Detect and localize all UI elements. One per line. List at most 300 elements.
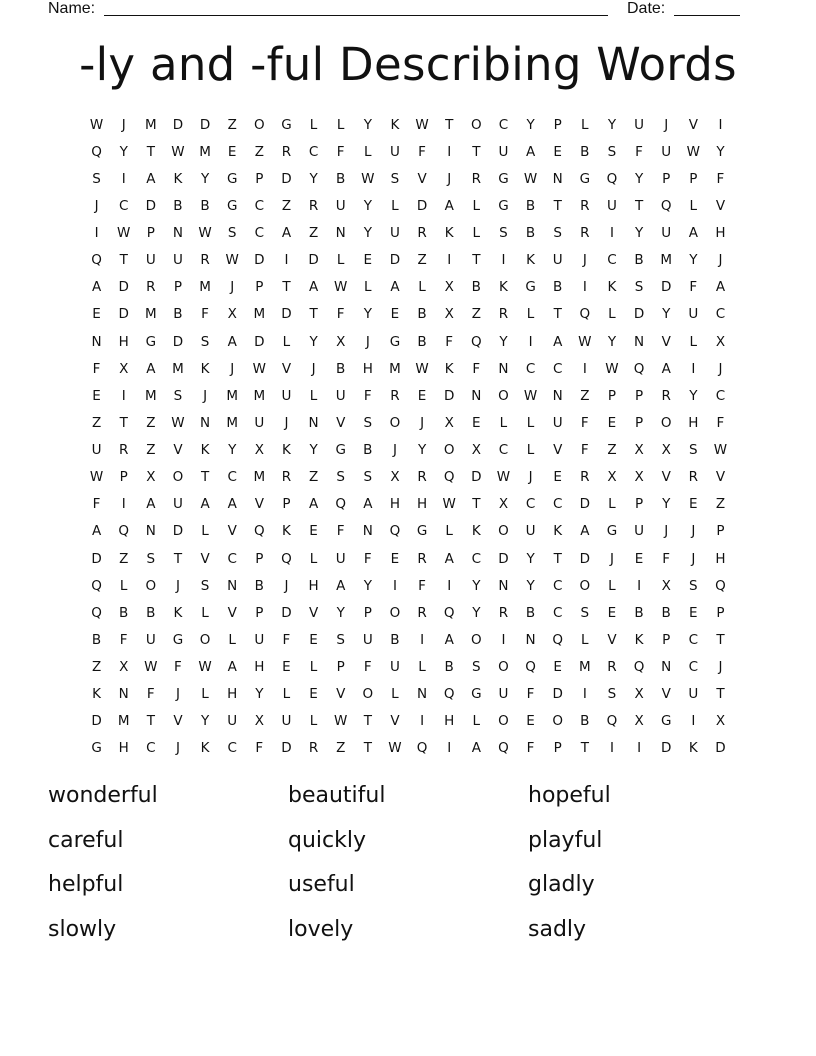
grid-letter: W: [578, 333, 592, 350]
grid-letter: S: [499, 225, 508, 242]
grid-letter: B: [525, 604, 536, 621]
grid-letter: K: [499, 279, 508, 296]
grid-letter: O: [579, 577, 591, 594]
grid-letter: F: [363, 387, 372, 404]
grid-letter: D: [552, 686, 563, 703]
grid-letter: Y: [309, 170, 318, 187]
grid-letter: M: [144, 306, 157, 323]
grid-letter: X: [715, 713, 726, 730]
grid-letter: R: [390, 387, 400, 404]
grid-letter: C: [552, 577, 563, 594]
grid-letter: E: [92, 306, 101, 323]
grid-letter: N: [91, 333, 102, 350]
grid-letter: U: [498, 143, 509, 160]
grid-letter: X: [471, 442, 481, 459]
grid-letter: G: [606, 523, 618, 540]
grid-letter: A: [227, 496, 237, 513]
grid-letter: N: [525, 631, 536, 648]
grid-letter: L: [472, 225, 481, 242]
grid-letter: B: [200, 197, 210, 214]
grid-letter: M: [117, 713, 130, 730]
grid-letter: I: [609, 740, 614, 757]
grid-letter: X: [146, 469, 156, 486]
grid-letter: P: [282, 496, 291, 513]
grid-letter: A: [146, 360, 156, 377]
grid-letter: Q: [118, 523, 129, 540]
word-search-grid: [83, 111, 734, 762]
grid-letter: L: [201, 604, 209, 621]
grid-letter: Z: [715, 496, 726, 513]
grid-letter: W: [442, 496, 456, 513]
grid-letter: W: [334, 713, 348, 730]
grid-letter: T: [146, 143, 155, 160]
grid-letter: Q: [443, 686, 455, 703]
name-label: Name:: [48, 0, 96, 17]
grid-letter: E: [689, 496, 698, 513]
grid-letter: E: [309, 686, 318, 703]
grid-letter: A: [688, 225, 698, 242]
grid-letter: J: [121, 116, 126, 133]
grid-letter: N: [552, 387, 563, 404]
grid-letter: E: [526, 713, 535, 730]
grid-letter: J: [420, 414, 425, 431]
grid-letter: Q: [525, 659, 536, 676]
grid-letter: C: [552, 604, 563, 621]
grid-letter: J: [691, 550, 696, 567]
grid-letter: W: [171, 414, 185, 431]
grid-letter: E: [92, 387, 101, 404]
grid-letter: Q: [606, 170, 618, 187]
grid-letter: Z: [119, 550, 129, 567]
grid-letter: K: [607, 279, 617, 296]
grid-letter: Z: [417, 252, 427, 269]
grid-letter: A: [444, 197, 454, 214]
grid-letter: N: [335, 225, 346, 242]
grid-letter: S: [363, 414, 373, 431]
grid-letter: I: [528, 333, 533, 350]
grid-letter: F: [689, 279, 698, 296]
grid-letter: P: [662, 631, 671, 648]
grid-letter: L: [201, 686, 209, 703]
grid-letter: Y: [363, 225, 372, 242]
grid-letter: F: [92, 496, 101, 513]
grid-letter: G: [145, 333, 157, 350]
grid-letter: K: [526, 252, 535, 269]
grid-letter: F: [580, 414, 589, 431]
grid-letter: D: [579, 496, 591, 513]
grid-letter: W: [198, 225, 212, 242]
grid-letter: Q: [91, 143, 102, 160]
word-bank-item: beautiful: [288, 783, 386, 808]
grid-letter: L: [364, 143, 372, 160]
grid-letter: A: [715, 279, 726, 296]
grid-letter: D: [91, 713, 102, 730]
grid-letter: N: [145, 523, 156, 540]
grid-letter: S: [363, 469, 373, 486]
grid-letter: T: [553, 306, 562, 323]
grid-letter: U: [281, 713, 292, 730]
grid-letter: A: [308, 279, 319, 296]
grid-letter: P: [553, 740, 562, 757]
grid-letter: N: [498, 360, 509, 377]
grid-letter: Q: [91, 577, 102, 594]
grid-letter: G: [226, 197, 238, 214]
word-bank-item: gladly: [528, 872, 595, 897]
grid-letter: U: [552, 414, 563, 431]
grid-letter: U: [389, 659, 400, 676]
grid-letter: W: [496, 469, 511, 486]
grid-letter: P: [119, 469, 128, 486]
grid-letter: R: [661, 387, 671, 404]
grid-letter: X: [661, 442, 671, 459]
grid-letter: Y: [526, 550, 535, 567]
grid-letter: H: [362, 360, 373, 377]
grid-letter: D: [579, 550, 591, 567]
grid-letter: F: [716, 414, 725, 431]
grid-letter: C: [688, 631, 699, 648]
grid-letter: N: [552, 170, 563, 187]
grid-letter: G: [525, 279, 536, 296]
grid-letter: A: [281, 225, 292, 242]
grid-letter: V: [173, 442, 183, 459]
grid-letter: R: [146, 279, 156, 296]
grid-letter: R: [498, 604, 509, 621]
grid-letter: A: [227, 333, 237, 350]
grid-letter: K: [688, 740, 698, 757]
grid-letter: A: [227, 659, 237, 676]
grid-letter: D: [633, 306, 645, 323]
header-line: [48, 0, 740, 20]
grid-letter: W: [686, 143, 700, 160]
grid-letter: F: [526, 740, 535, 757]
grid-letter: J: [94, 197, 99, 214]
grid-letter: Y: [526, 577, 535, 594]
grid-letter: U: [688, 686, 699, 703]
grid-letter: I: [637, 740, 642, 757]
grid-letter: J: [664, 116, 669, 133]
grid-letter: J: [528, 469, 533, 486]
grid-letter: W: [117, 225, 131, 242]
grid-letter: F: [363, 550, 372, 567]
grid-letter: P: [146, 225, 155, 242]
grid-letter: W: [605, 360, 619, 377]
grid-letter: I: [284, 252, 289, 269]
grid-letter: Z: [254, 143, 264, 160]
grid-letter: M: [253, 306, 266, 323]
grid-letter: X: [661, 577, 671, 594]
grid-letter: O: [498, 659, 509, 676]
grid-letter: B: [553, 279, 563, 296]
grid-letter: T: [553, 550, 562, 567]
grid-letter: J: [718, 360, 723, 377]
grid-letter: G: [389, 333, 401, 350]
grid-letter: J: [691, 523, 696, 540]
grid-letter: W: [415, 116, 429, 133]
grid-letter: G: [471, 686, 482, 703]
grid-letter: L: [336, 252, 345, 269]
grid-letter: F: [174, 659, 182, 676]
word-bank-item: wonderful: [48, 783, 158, 808]
grid-letter: I: [447, 143, 452, 160]
grid-letter: C: [715, 306, 726, 323]
grid-letter: O: [253, 116, 265, 133]
grid-letter: R: [200, 252, 210, 269]
grid-letter: D: [471, 469, 482, 486]
grid-letter: W: [415, 360, 429, 377]
grid-letter: G: [281, 116, 292, 133]
grid-letter: E: [227, 143, 237, 160]
grid-letter: F: [472, 360, 481, 377]
grid-letter: Z: [607, 442, 617, 459]
grid-letter: L: [391, 197, 399, 214]
grid-letter: M: [660, 252, 673, 269]
grid-letter: T: [634, 197, 644, 214]
grid-letter: I: [718, 116, 723, 133]
grid-letter: D: [281, 306, 292, 323]
grid-letter: E: [689, 604, 698, 621]
word-bank-item: slowly: [48, 916, 117, 942]
grid-letter: L: [526, 442, 535, 459]
grid-letter: P: [634, 496, 644, 513]
grid-letter: Z: [91, 414, 102, 431]
grid-letter: D: [660, 279, 672, 296]
grid-letter: L: [499, 414, 508, 431]
grid-letter: S: [607, 686, 617, 703]
grid-letter: C: [552, 496, 563, 513]
grid-letter: W: [523, 170, 538, 187]
grid-letter: R: [580, 225, 590, 242]
grid-letter: Y: [526, 116, 535, 133]
grid-letter: D: [118, 279, 129, 296]
grid-letter: I: [420, 631, 425, 648]
grid-letter: U: [254, 414, 265, 431]
grid-letter: H: [254, 659, 265, 676]
grid-letter: A: [146, 170, 156, 187]
grid-letter: X: [336, 333, 346, 350]
grid-letter: N: [417, 686, 428, 703]
grid-letter: J: [284, 414, 289, 431]
grid-letter: Y: [472, 604, 481, 621]
grid-letter: S: [689, 442, 698, 459]
page-title: -ly and -ful Describing Words: [79, 38, 737, 91]
grid-letter: S: [336, 469, 345, 486]
grid-letter: L: [336, 116, 345, 133]
grid-letter: B: [91, 631, 102, 648]
grid-letter: K: [471, 523, 481, 540]
grid-letter: O: [470, 631, 482, 648]
grid-letter: E: [607, 604, 617, 621]
grid-letter: F: [635, 143, 643, 160]
grid-letter: V: [553, 442, 563, 459]
grid-letter: Y: [200, 713, 210, 730]
grid-letter: A: [580, 523, 590, 540]
grid-letter: H: [118, 740, 129, 757]
grid-letter: Y: [472, 577, 481, 594]
grid-letter: X: [254, 442, 264, 459]
grid-letter: O: [172, 469, 184, 486]
grid-letter: B: [254, 577, 264, 594]
grid-letter: F: [119, 631, 128, 648]
grid-letter: Y: [634, 225, 644, 242]
grid-letter: Q: [579, 306, 591, 323]
grid-letter: A: [525, 143, 536, 160]
grid-letter: C: [227, 469, 237, 486]
grid-letter: E: [282, 659, 291, 676]
grid-letter: R: [498, 306, 509, 323]
grid-letter: S: [146, 550, 156, 567]
grid-letter: U: [335, 387, 346, 404]
grid-letter: G: [498, 170, 509, 187]
grid-letter: O: [145, 577, 157, 594]
grid-letter: Y: [607, 116, 617, 133]
grid-letter: W: [334, 279, 348, 296]
grid-letter: Z: [281, 197, 292, 214]
grid-letter: E: [390, 306, 400, 323]
grid-letter: P: [255, 170, 264, 187]
grid-letter: O: [552, 713, 563, 730]
grid-letter: I: [447, 252, 452, 269]
grid-letter: P: [607, 387, 617, 404]
grid-letter: M: [144, 116, 157, 133]
grid-letter: X: [227, 306, 237, 323]
grid-letter: Y: [689, 387, 698, 404]
grid-letter: W: [198, 659, 212, 676]
grid-letter: T: [146, 713, 155, 730]
grid-letter: Z: [336, 740, 346, 757]
grid-letter: L: [201, 523, 209, 540]
date-blank-line: [674, 15, 740, 16]
grid-letter: D: [281, 604, 292, 621]
grid-letter: E: [417, 387, 427, 404]
grid-letter: C: [607, 252, 617, 269]
grid-letter: I: [501, 252, 506, 269]
grid-letter: R: [471, 170, 481, 187]
grid-letter: C: [254, 225, 265, 242]
grid-letter: Q: [715, 577, 726, 594]
grid-letter: K: [200, 442, 210, 459]
grid-letter: U: [335, 550, 346, 567]
grid-letter: R: [417, 604, 427, 621]
grid-letter: I: [94, 225, 99, 242]
grid-letter: U: [634, 116, 644, 133]
grid-letter: C: [715, 387, 726, 404]
grid-letter: H: [444, 713, 455, 730]
grid-letter: J: [718, 252, 723, 269]
grid-letter: I: [121, 387, 126, 404]
grid-letter: U: [172, 496, 183, 513]
grid-letter: D: [254, 252, 265, 269]
grid-letter: C: [471, 550, 482, 567]
grid-letter: B: [661, 604, 671, 621]
grid-letter: U: [634, 523, 644, 540]
grid-letter: H: [308, 577, 319, 594]
grid-letter: W: [144, 659, 158, 676]
grid-letter: Y: [363, 116, 372, 133]
grid-letter: E: [553, 143, 562, 160]
grid-letter: H: [688, 414, 699, 431]
grid-letter: W: [361, 170, 375, 187]
grid-letter: N: [308, 414, 319, 431]
grid-letter: D: [281, 170, 292, 187]
grid-letter: R: [417, 550, 427, 567]
grid-letter: M: [199, 279, 211, 296]
grid-letter: F: [662, 550, 671, 567]
grid-letter: X: [119, 659, 129, 676]
grid-letter: H: [416, 496, 428, 513]
grid-letter: J: [582, 252, 587, 269]
grid-letter: J: [311, 360, 316, 377]
grid-letter: V: [661, 469, 671, 486]
grid-letter: F: [445, 333, 454, 350]
grid-letter: J: [175, 686, 180, 703]
grid-letter: V: [173, 713, 183, 730]
grid-letter: T: [472, 252, 481, 269]
grid-letter: V: [390, 713, 400, 730]
grid-letter: Q: [416, 740, 428, 757]
grid-letter: G: [226, 170, 238, 187]
grid-letter: F: [336, 143, 345, 160]
grid-letter: B: [525, 225, 536, 242]
grid-letter: L: [418, 659, 426, 676]
grid-letter: R: [417, 469, 427, 486]
grid-letter: G: [498, 197, 509, 214]
word-bank-item: helpful: [48, 872, 124, 897]
grid-letter: U: [498, 686, 509, 703]
grid-letter: Y: [255, 686, 264, 703]
grid-letter: X: [444, 306, 454, 323]
grid-letter: D: [172, 523, 184, 540]
grid-letter: V: [308, 604, 319, 621]
grid-letter: L: [309, 116, 318, 133]
grid-letter: W: [89, 116, 104, 133]
grid-letter: B: [525, 197, 536, 214]
grid-letter: C: [146, 740, 156, 757]
grid-letter: I: [121, 496, 126, 513]
grid-letter: U: [389, 143, 400, 160]
grid-letter: E: [553, 659, 562, 676]
grid-letter: O: [389, 414, 401, 431]
grid-letter: E: [553, 469, 562, 486]
grid-letter: U: [227, 713, 238, 730]
grid-letter: X: [607, 469, 617, 486]
grid-letter: P: [716, 523, 725, 540]
grid-letter: P: [255, 550, 264, 567]
grid-letter: G: [416, 523, 428, 540]
grid-letter: F: [282, 631, 291, 648]
grid-letter: R: [281, 143, 292, 160]
word-bank-item: careful: [48, 827, 124, 853]
grid-letter: F: [255, 740, 264, 757]
grid-letter: L: [608, 577, 616, 594]
grid-letter: I: [691, 360, 696, 377]
grid-letter: P: [662, 170, 671, 187]
grid-letter: K: [282, 523, 291, 540]
grid-letter: K: [200, 360, 210, 377]
grid-letter: S: [227, 225, 237, 242]
grid-letter: F: [526, 686, 535, 703]
grid-letter: V: [336, 686, 346, 703]
grid-letter: J: [718, 659, 723, 676]
grid-letter: U: [145, 252, 156, 269]
grid-letter: Y: [662, 306, 671, 323]
grid-letter: I: [582, 360, 587, 377]
grid-letter: U: [688, 306, 699, 323]
grid-letter: M: [199, 143, 211, 160]
grid-letter: E: [363, 252, 373, 269]
grid-letter: W: [523, 387, 538, 404]
grid-letter: K: [390, 116, 400, 133]
grid-letter: L: [364, 279, 372, 296]
